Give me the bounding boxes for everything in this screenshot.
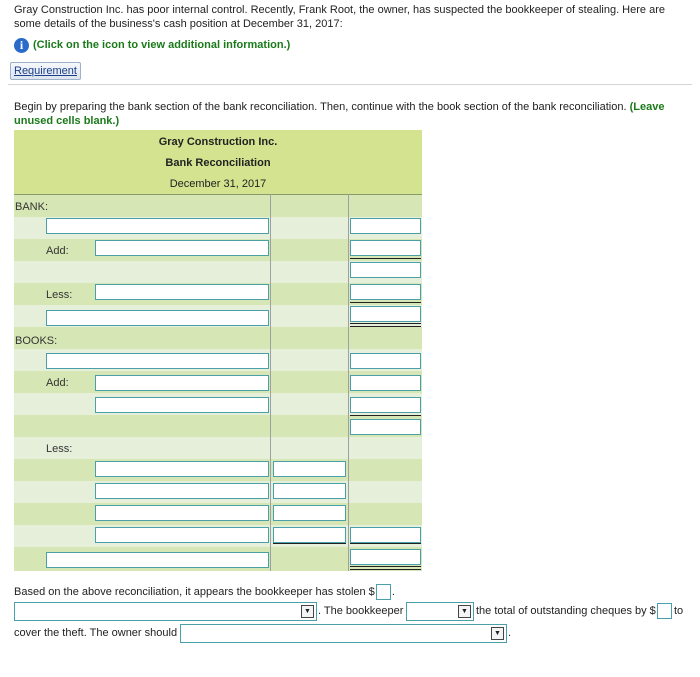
books-add-label: Add: bbox=[46, 377, 69, 389]
conclusion-text-5: cover the theft. The owner should bbox=[14, 627, 178, 639]
books-less-amount-input-1[interactable] bbox=[273, 461, 346, 477]
chevron-down-icon[interactable]: ▼ bbox=[458, 605, 471, 618]
company-name: Gray Construction Inc. bbox=[158, 136, 278, 148]
bank-less-amount-input[interactable] bbox=[350, 284, 421, 300]
conclusion-text-3: the total of outstanding cheques by $ bbox=[476, 605, 656, 617]
stolen-amount-input[interactable] bbox=[376, 584, 391, 600]
bank-add-label: Add: bbox=[46, 245, 69, 257]
conclusion-line-1 bbox=[14, 584, 395, 600]
column-divider bbox=[270, 194, 271, 571]
instruction-note: (Leave unused cells blank.) bbox=[14, 101, 665, 127]
bank-add-desc-input[interactable] bbox=[95, 240, 269, 256]
books-add-amount-input-1[interactable] bbox=[350, 375, 421, 391]
bank-balance-desc-input[interactable] bbox=[46, 218, 269, 234]
instructions bbox=[14, 100, 684, 128]
conclusion-text-1-end: . bbox=[391, 586, 395, 598]
outstanding-cheques-amount-input[interactable] bbox=[657, 603, 672, 619]
subtotal-rule bbox=[350, 302, 421, 303]
conclusion-text-2: . The bookkeeper bbox=[318, 605, 404, 617]
books-less-desc-input-2[interactable] bbox=[95, 483, 269, 499]
additional-info-text[interactable]: (Click on the icon to view additional information.) bbox=[33, 39, 291, 51]
divider bbox=[8, 84, 692, 85]
books-adjusted-amount-input[interactable] bbox=[350, 549, 421, 565]
books-add-desc-input-1[interactable] bbox=[95, 375, 269, 391]
conclusion-select-1[interactable] bbox=[14, 602, 317, 621]
subtotal-rule bbox=[273, 543, 346, 544]
books-less-desc-input-1[interactable] bbox=[95, 461, 269, 477]
books-section-label: BOOKS: bbox=[15, 335, 58, 347]
books-less-label: Less: bbox=[46, 443, 73, 455]
books-adjusted-desc-input[interactable] bbox=[46, 552, 269, 568]
books-less-total-input[interactable] bbox=[350, 527, 421, 543]
bookkeeper-action-select[interactable] bbox=[406, 602, 474, 621]
chevron-down-icon[interactable]: ▼ bbox=[301, 605, 314, 618]
books-less-amount-input-3[interactable] bbox=[273, 505, 346, 521]
subtotal-rule bbox=[350, 543, 421, 544]
statement-date: December 31, 2017 bbox=[169, 178, 267, 190]
books-less-desc-input-4[interactable] bbox=[95, 527, 269, 543]
subtotal-rule bbox=[350, 415, 421, 416]
table-row bbox=[14, 195, 422, 217]
owner-action-select[interactable] bbox=[180, 624, 507, 643]
books-balance-amount-input[interactable] bbox=[350, 353, 421, 369]
books-less-desc-input-3[interactable] bbox=[95, 505, 269, 521]
bank-section-label: BANK: bbox=[15, 201, 49, 213]
books-balance-desc-input[interactable] bbox=[46, 353, 269, 369]
bank-subtotal-input[interactable] bbox=[350, 262, 421, 278]
books-add-amount-input-2[interactable] bbox=[350, 397, 421, 413]
column-divider bbox=[348, 194, 349, 571]
books-subtotal-input[interactable] bbox=[350, 419, 421, 435]
double-rule-top bbox=[350, 566, 421, 567]
books-less-amount-input-4[interactable] bbox=[273, 527, 346, 543]
bank-less-desc-input[interactable] bbox=[95, 284, 269, 300]
statement-title: Bank Reconciliation bbox=[165, 157, 271, 169]
info-icon[interactable]: i bbox=[14, 38, 29, 53]
additional-info-link[interactable] bbox=[14, 37, 290, 53]
table-row bbox=[14, 437, 422, 459]
bank-add-amount-input[interactable] bbox=[350, 240, 421, 256]
requirement-button[interactable]: Requirement bbox=[10, 62, 81, 80]
bank-balance-amount-input[interactable] bbox=[350, 218, 421, 234]
double-rule-top bbox=[350, 323, 421, 324]
bank-reconciliation-table bbox=[14, 130, 422, 571]
table-header bbox=[14, 130, 422, 195]
instruction-text: Begin by preparing the bank section of the bank reconciliation. Then, continue with the book section of the bank reconciliation. bbox=[14, 101, 627, 113]
problem-intro: Gray Construction Inc. has poor internal control. Recently, Frank Root, the owner, has suspected the bookkeeper of stealing. Here are some details of the business's cash position at December 31, 2017: bbox=[14, 4, 665, 30]
chevron-down-icon[interactable]: ▼ bbox=[491, 627, 504, 640]
bank-adjusted-amount-input[interactable] bbox=[350, 306, 421, 322]
table-row bbox=[14, 327, 422, 349]
double-rule-bottom bbox=[350, 569, 421, 570]
subtotal-rule bbox=[350, 258, 421, 259]
bank-adjusted-desc-input[interactable] bbox=[46, 310, 269, 326]
books-add-desc-input-2[interactable] bbox=[95, 397, 269, 413]
conclusion-text-1: Based on the above reconciliation, it appears the bookkeeper has stolen $ bbox=[14, 586, 375, 598]
books-less-amount-input-2[interactable] bbox=[273, 483, 346, 499]
bank-less-label: Less: bbox=[46, 289, 73, 301]
double-rule-bottom bbox=[350, 326, 421, 327]
conclusion-text-5-end: . bbox=[508, 627, 512, 639]
conclusion-text-4: to bbox=[674, 605, 684, 617]
